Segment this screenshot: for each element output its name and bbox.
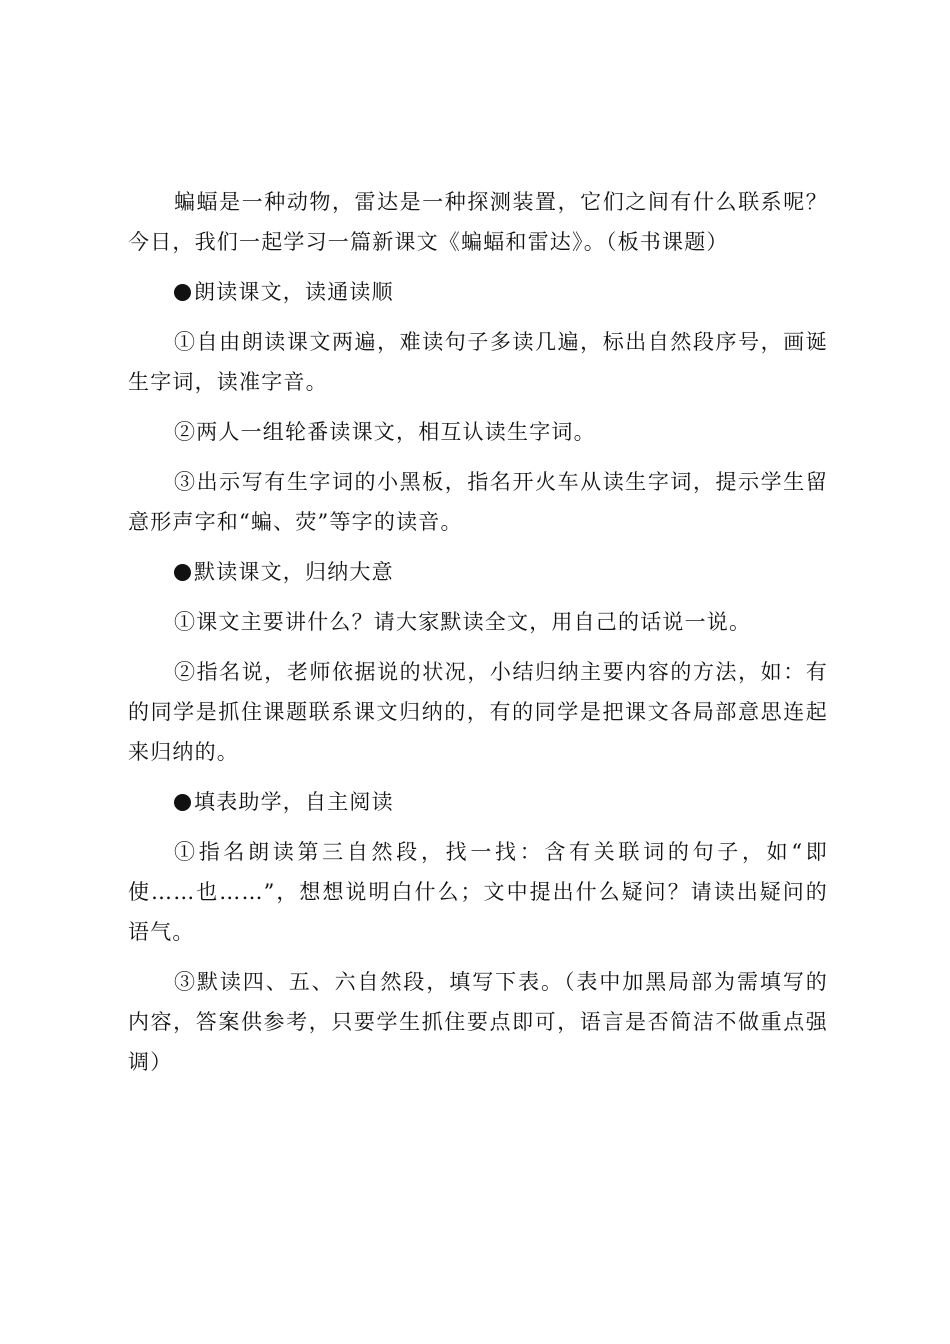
intro-paragraph: 蝙蝠是一种动物，雷达是一种探测装置，它们之间有什么联系呢？今日，我们一起学习一篇新课文《蝙蝠和雷达》。（板书课题） [128,190,828,254]
step-paragraph: ①自由朗读课文两遍，难读句子多读几遍，标出自然段序号，画诞生字词，读准字音。 [128,330,828,394]
step-paragraph: ③出示写有生字词的小黑板，指名开火车从读生字词，提示学生留意形声字和“蝙、荧”等字的读音。 [128,470,828,534]
step-paragraph: ②指名说，老师依据说的状况，小结归纳主要内容的方法，如：有的同学是抓住课题联系课文归纳的，有的同学是把课文各局部意思连起来归纳的。 [128,660,828,764]
section-heading-fill-table: 填表助学，自主阅读 [128,782,828,822]
section-heading-read-aloud: 朗读课文，读通读顺 [128,272,828,312]
step-paragraph: ③默读四、五、六自然段，填写下表。（表中加黑局部为需填写的内容，答案供参考，只要学生抓住要点即可，语言是否简洁不做重点强调） [128,970,828,1074]
bullet-icon [174,284,191,301]
step-paragraph: ①课文主要讲什么？请大家默读全文，用自己的话说一说。 [174,610,752,634]
section-heading-silent-read: 默读课文，归纳大意 [128,552,828,592]
step-paragraph: ②两人一组轮番读课文，相互认读生字词。 [174,420,596,444]
bullet-icon [174,564,191,581]
document-body [128,182,828,1092]
bullet-icon [174,794,191,811]
step-paragraph: ①指名朗读第三自然段，找一找：含有关联词的句子，如“即使……也……”，想想说明白什么；文中提出什么疑问？请读出疑问的语气。 [128,840,828,944]
